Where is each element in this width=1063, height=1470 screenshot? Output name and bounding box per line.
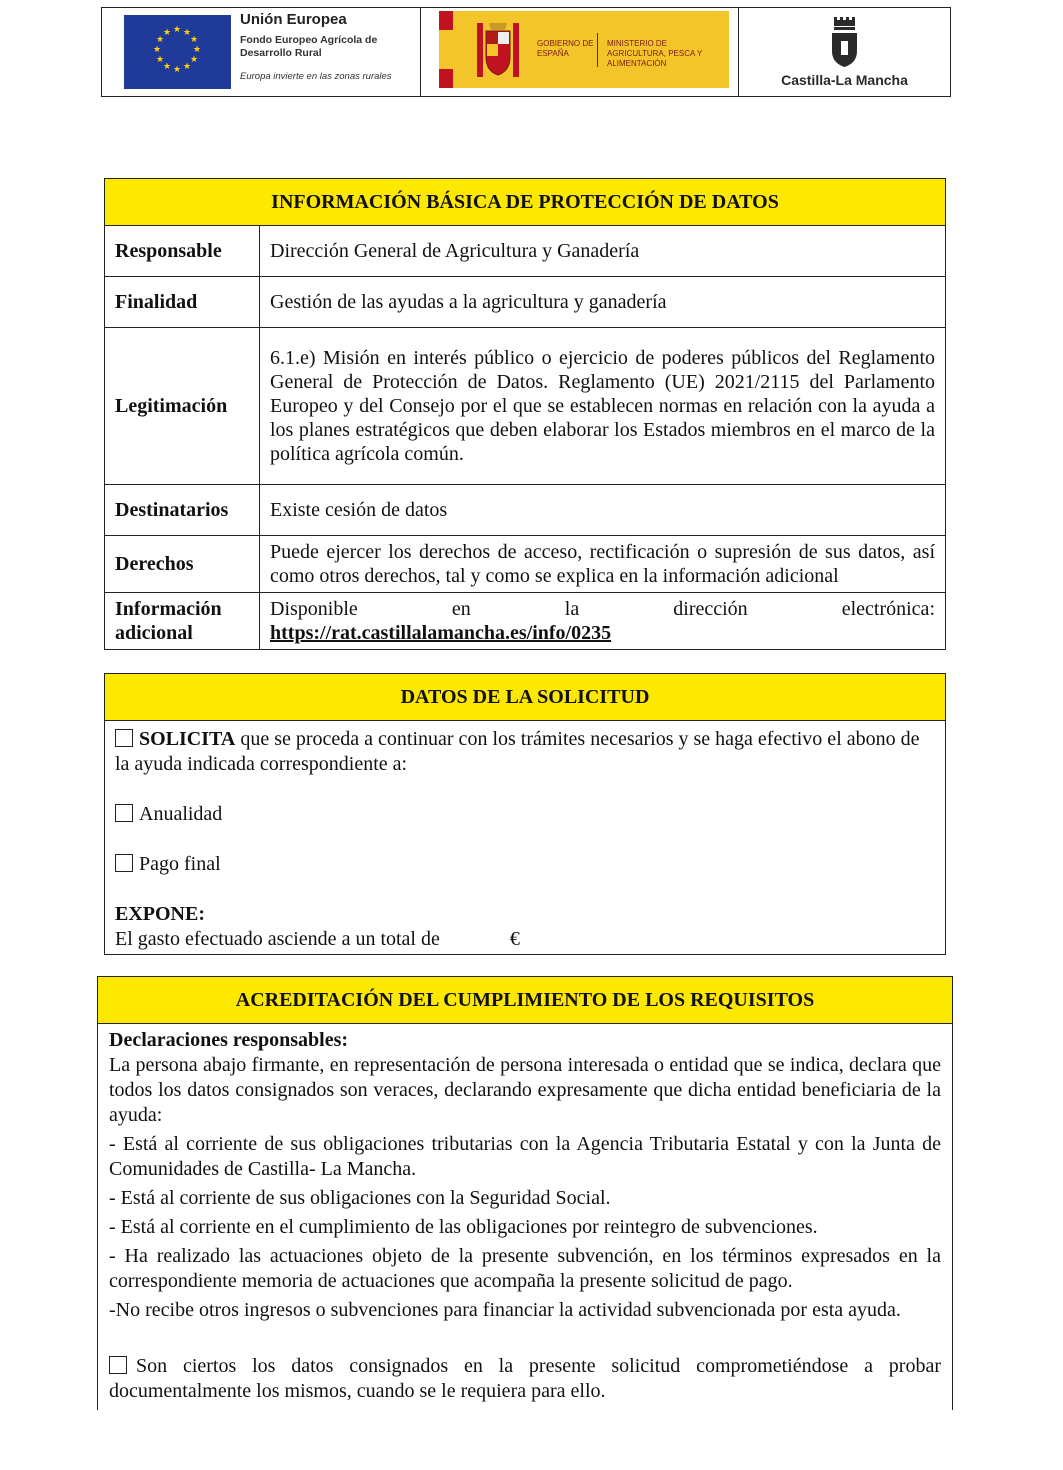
row-label: Derechos (105, 536, 260, 593)
declaration-item: -No recibe otros ingresos o subvenciones para financiar la actividad subvencionada por esta ayuda. (109, 1299, 901, 1321)
expone-label: EXPONE: (115, 903, 205, 925)
table-row (105, 328, 946, 485)
eu-motto: Europa invierte en las zonas rurales (240, 71, 392, 82)
spain-flag-icon (439, 11, 453, 88)
table-row (105, 593, 946, 650)
row-value: Existe cesión de datos (260, 485, 946, 536)
clm-logo-block (738, 8, 950, 96)
table-row (105, 536, 946, 593)
castilla-la-mancha-emblem-icon (824, 13, 864, 69)
svg-text:★: ★ (155, 55, 165, 65)
gasto-text: El gasto efectuado asciende a un total de (115, 928, 440, 950)
row-value: 6.1.e) Misión en interés público o ejercicio de poderes públicos del Reglamento General de Protección de Datos. Reglamento (UE) 2021/2115 del Parlamento Europeo y del Consejo por el que se establecen normas en relación con la ayuda a los planes estratégicos que deben elaborar los Estados miembros en el marco de la política agrícola común. (260, 328, 946, 485)
requirements-body (98, 1024, 953, 1411)
gobierno-logo-block (420, 8, 738, 96)
solicita-text: que se proceda a continuar con los trámites necesarios y se haga efectivo el abono de la ayuda indicada correspondiente a: (115, 728, 920, 775)
svg-text:★: ★ (172, 25, 182, 35)
data-protection-table (104, 178, 946, 650)
svg-text:★: ★ (182, 62, 192, 72)
eu-title: Unión Europea (240, 11, 347, 28)
row-value: Gestión de las ayudas a la agricultura y ganadería (260, 277, 946, 328)
svg-text:★: ★ (162, 62, 172, 72)
requirements-title: ACREDITACIÓN DEL CUMPLIMIENTO DE LOS REQUISITOS (98, 977, 953, 1024)
svg-text:★: ★ (162, 28, 172, 38)
gasto-line (115, 927, 935, 952)
clm-name: Castilla-La Mancha (781, 72, 908, 88)
declaration-item: - Está al corriente de sus obligaciones tributarias con la Agencia Tributaria Estatal y con la Junta de Comunidades de Castilla- La Mancha. (109, 1133, 941, 1180)
svg-text:★: ★ (189, 35, 199, 45)
gobierno-band (439, 11, 729, 88)
request-data-table (104, 673, 946, 955)
table-row (105, 226, 946, 277)
row-label: Legitimación (105, 328, 260, 485)
option-anualidad (115, 802, 935, 827)
solicita-label: SOLICITA (139, 728, 236, 750)
row-value: Puede ejercer los derechos de acceso, rectificación o supresión de sus datos, así como otros derechos, tal y como se explica en la información adicional (260, 536, 946, 593)
row-label: Responsable (105, 226, 260, 277)
svg-text:★: ★ (189, 55, 199, 65)
final-declaration-text: Son ciertos los datos consignados en la presente solicitud comprometiéndose a probar documentalmente los mismos, cuando se le requiera para ello. (109, 1355, 941, 1402)
option-pago-final (115, 852, 935, 877)
gobierno-label: GOBIERNO DE ESPAÑA (537, 39, 594, 58)
requirements-table (97, 976, 953, 1410)
additional-info-link[interactable]: https://rat.castillalamancha.es/info/0235 (270, 622, 612, 644)
anualidad-checkbox[interactable] (115, 804, 133, 822)
svg-text:★: ★ (152, 45, 162, 55)
solicita-paragraph (115, 727, 935, 777)
anualidad-label: Anualidad (139, 803, 223, 825)
row-label: Destinatarios (105, 485, 260, 536)
coat-of-arms-icon (473, 19, 523, 81)
ministry-label: MINISTERIO DE AGRICULTURA, PESCA Y ALIMENTACIÓN (607, 39, 703, 68)
row-value (260, 593, 946, 650)
svg-text:★: ★ (172, 65, 182, 75)
declaration-item: - Ha realizado las actuaciones objeto de la presente subvención, en los términos expresados en la correspondiente memoria de actuaciones que acompaña la presente solicitud de pago. (109, 1245, 941, 1292)
declaration-item: - Está al corriente en el cumplimiento de las obligaciones por reintegro de subvenciones. (109, 1216, 818, 1238)
svg-text:★: ★ (192, 45, 202, 55)
row-label: Finalidad (105, 277, 260, 328)
eu-flag-icon (124, 15, 231, 89)
pago-final-label: Pago final (139, 853, 221, 875)
final-declaration-checkbox[interactable] (109, 1356, 127, 1374)
request-data-title: DATOS DE LA SOLICITUD (105, 674, 946, 721)
pago-final-checkbox[interactable] (115, 854, 133, 872)
eu-logo-block (102, 8, 420, 96)
table-row (105, 277, 946, 328)
declarations-intro: La persona abajo firmante, en representación de persona interesada o entidad que se indica, declara que todos los datos consignados son veraces, declarando expresamente que dicha entidad beneficiaria de la ayuda: (109, 1054, 941, 1126)
final-declaration (109, 1354, 941, 1404)
row-label: Información adicional (105, 593, 260, 650)
request-data-body (105, 721, 946, 955)
data-protection-title: INFORMACIÓN BÁSICA DE PROTECCIÓN DE DATOS (105, 179, 946, 226)
svg-text:★: ★ (155, 35, 165, 45)
additional-info-text: Disponible en la dirección electrónica: (270, 598, 935, 620)
eu-fund-name: Fondo Europeo Agrícola de Desarrollo Rural (240, 34, 378, 59)
gobierno-separator (597, 33, 598, 67)
currency-symbol: € (509, 928, 520, 950)
svg-text:★: ★ (182, 28, 192, 38)
row-value: Dirección General de Agricultura y Ganadería (260, 226, 946, 277)
declarations-subtitle: Declaraciones responsables: (109, 1029, 349, 1051)
table-row (105, 485, 946, 536)
declaration-item: - Está al corriente de sus obligaciones con la Seguridad Social. (109, 1187, 611, 1209)
logo-header (101, 7, 951, 97)
solicita-checkbox[interactable] (115, 729, 133, 747)
